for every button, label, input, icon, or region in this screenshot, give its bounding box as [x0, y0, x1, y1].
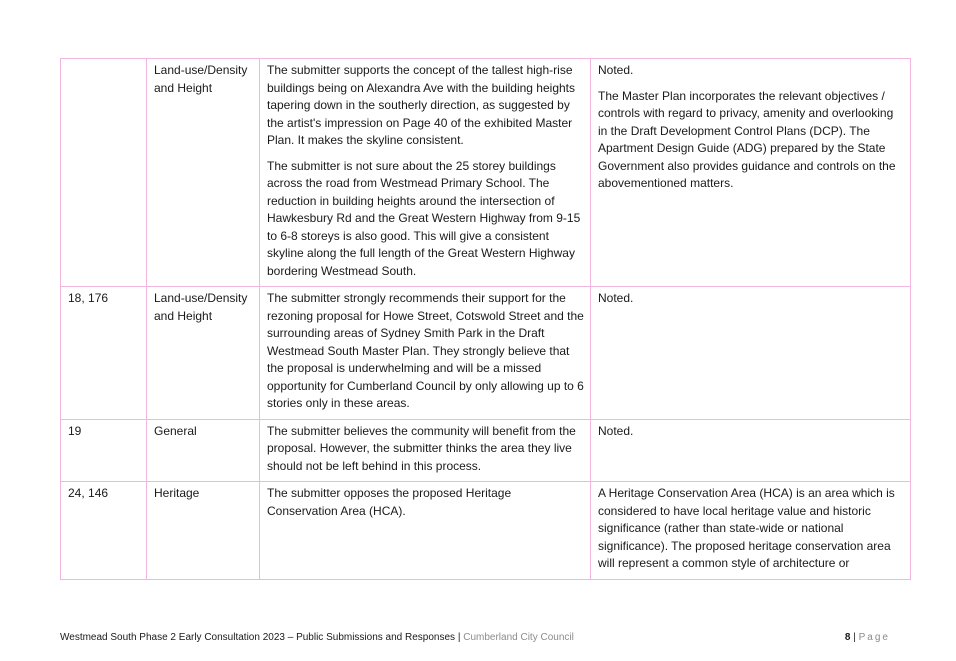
page-number	[845, 632, 890, 643]
page-number-value: 8	[844, 632, 851, 643]
submissions-table	[60, 58, 911, 580]
response-cell	[591, 419, 911, 482]
table-row	[61, 482, 911, 580]
submission-id-cell: 18, 176	[61, 287, 147, 420]
response-paragraph: The Master Plan incorporates the relevant objectives / controls with regard to privacy, amenity and overlooking in the Draft Development Control Plans (DCP). The Apartment Design Guide (ADG) prepared by the State Government also provides guidance and controls on the abovementioned matters.	[598, 88, 896, 190]
response-paragraph: A Heritage Conservation Area (HCA) is an area which is considered to have local heritage value and historic significance (rather than state-wide or national significance). The proposed heritage conservation area will represent a common style of architecture or	[598, 486, 895, 570]
page-label: Page	[858, 632, 890, 643]
topic-cell: General	[147, 419, 260, 482]
submission-cell	[260, 419, 591, 482]
response-cell	[591, 287, 911, 420]
response-paragraph: Noted.	[598, 63, 634, 77]
page-footer	[60, 632, 890, 643]
response-paragraph: Noted.	[598, 423, 634, 438]
topic-cell: Land-use/Density and Height	[147, 287, 260, 420]
topic-cell: Heritage	[147, 482, 260, 580]
footer-council-name: Cumberland City Council	[463, 632, 574, 643]
submission-paragraph: The submitter strongly recommends their support for the rezoning proposal for Howe Street, Cotswold Street and the surrounding areas of Sydney Smith Park in the Draft Westmead South Master Plan. They strongly believe that the proposal is underwhelming and will be a missed opportunity for Cumberland Council by only allowing up to 6 stories only in these areas.	[267, 291, 584, 410]
submission-cell	[260, 59, 591, 287]
page-number-separator: |	[853, 632, 856, 643]
submission-id-cell	[61, 59, 147, 287]
response-cell	[591, 59, 911, 287]
topic-cell: Land-use/Density and Height	[147, 59, 260, 287]
response-paragraph: Noted.	[598, 291, 634, 305]
submission-cell	[260, 287, 591, 420]
submission-cell	[260, 482, 591, 580]
table-row	[61, 287, 911, 420]
submission-id-cell: 24, 146	[61, 482, 147, 580]
submission-paragraph: The submitter is not sure about the 25 storey buildings across the road from Westmead Primary School. The reduction in building heights around the intersection of Hawkesbury Rd and the Great Western Highway from 9-15 to 6-8 storeys is also good. This will give a consistent skyline along the full length of the Great Western Highway bordering Westmead South.	[267, 158, 581, 278]
submission-paragraph: The submitter opposes the proposed Heritage Conservation Area (HCA).	[267, 486, 512, 518]
submission-paragraph: The submitter believes the community will benefit from the proposal. However, the submitter thinks the area they live should not be left behind in this process.	[267, 423, 576, 473]
footer-separator: |	[457, 632, 461, 643]
footer-document-title: Westmead South Phase 2 Early Consultation 2023 – Public Submissions and Responses	[60, 632, 456, 643]
response-cell	[591, 482, 911, 580]
submission-paragraph: The submitter supports the concept of the tallest high-rise buildings being on Alexandra Ave with the building heights tapering down in the southerly direction, as suggested by the artist's impression on Page 40 of the exhibited Master Plan. It makes the skyline consistent.	[267, 63, 576, 147]
table-row	[61, 419, 911, 482]
table-row	[61, 59, 911, 287]
submission-id-cell: 19	[61, 419, 147, 482]
